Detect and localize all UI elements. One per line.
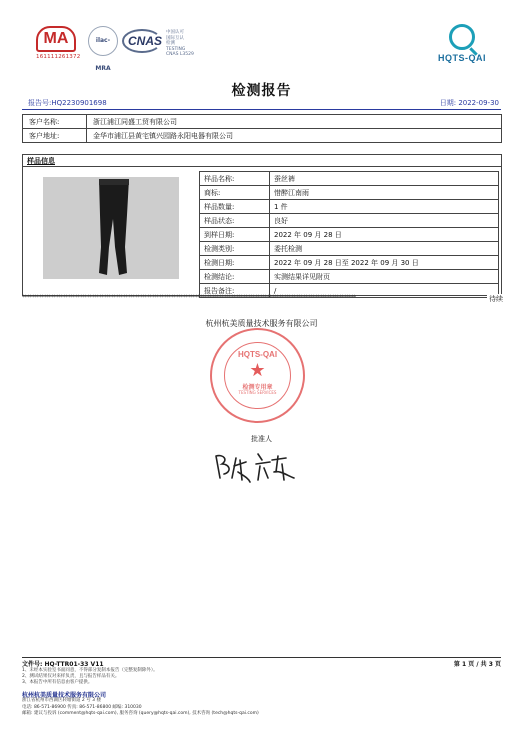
report-date: 日期: 2022-09-30 — [439, 99, 499, 107]
sample-value: 惜醉江南雨 — [270, 186, 499, 200]
sample-label: 样品名称: — [200, 172, 270, 186]
sample-value: 蚕丝裤 — [270, 172, 499, 186]
cnas-side-line: 检测 — [166, 41, 175, 46]
sample-value: 1 件 — [270, 200, 499, 214]
note-line: 1、未经本实验室书面同意，不得部分复制本报告（完整复制除外）。 — [22, 668, 158, 673]
client-name-value: 浙江浦江同盛工贸有限公司 — [87, 115, 502, 129]
sample-photo — [43, 177, 179, 279]
client-table — [22, 114, 502, 143]
sample-label: 商标: — [200, 186, 270, 200]
seal-brand: HQTS-QAI — [237, 350, 278, 359]
approver-label: 批准人 — [251, 435, 272, 443]
cnas-logo — [122, 29, 162, 53]
footer-address — [22, 698, 259, 718]
table-row — [200, 228, 499, 242]
page-title: 检测报告 — [231, 83, 292, 99]
note-line: 3、本报告中所有信息由客户提供。 — [22, 680, 93, 685]
cnas-side-text — [166, 30, 194, 58]
seal-subtitle: TESTING SERVICES — [238, 390, 277, 395]
hqts-logo — [430, 24, 494, 63]
table-row — [23, 115, 502, 129]
page-number: 第 1 页 / 共 3 页 — [453, 661, 501, 668]
cnas-text: CNAS — [128, 34, 163, 48]
table-row — [200, 186, 499, 200]
sample-label: 到样日期: — [200, 228, 270, 242]
ilac-logo: ilac-MRA — [88, 26, 118, 56]
cma-number: 161111261372 — [36, 54, 81, 60]
client-address-value: 金华市浦江县黄宅镇兴园路永阳电器有限公司 — [87, 129, 502, 143]
magnifier-icon — [449, 24, 475, 50]
table-row — [200, 172, 499, 186]
sample-label: 样品数量: — [200, 200, 270, 214]
footer-org: 杭州杭美质量技术服务有限公司 — [22, 692, 107, 699]
note-line: 2、测试结果仅对来样负责，且与报告样品有关。 — [22, 674, 120, 679]
sample-value: / — [270, 284, 499, 298]
address-line: 邮箱: 建议与投诉 (comment@hqts-qai.com), 服务咨询 (query@hqts-qai.com), 技术咨询 (tech@hqts-qai.com) — [22, 711, 259, 716]
sample-heading: 样品信息 — [23, 155, 501, 167]
table-row — [200, 256, 499, 270]
sample-value: 实测结果详见附页 — [270, 270, 499, 284]
sample-value: 2022 年 09 月 28 日至 2022 年 09 月 30 日 — [270, 256, 499, 270]
sample-label: 检测结论: — [200, 270, 270, 284]
sample-section — [22, 154, 502, 296]
seal-title: 检测专用章 — [242, 384, 273, 391]
address-line: 浙江省杭州市西湖区转塘街道 2 号 3 楼 — [22, 698, 101, 703]
address-line: 电话: 86-571-86900 传真: 86-571-86800 邮编: 310030 — [22, 704, 142, 710]
footer-divider — [22, 657, 501, 658]
company-seal — [210, 328, 305, 423]
client-address-label: 客户地址: — [23, 129, 87, 143]
cma-mark: MA — [36, 26, 76, 52]
table-row — [200, 242, 499, 256]
hqts-brand: HQTS-QAI — [438, 53, 486, 63]
sample-label: 检测类别: — [200, 242, 270, 256]
sample-label: 检测日期: — [200, 256, 270, 270]
sample-table — [199, 171, 499, 298]
report-number: 报告号:HQ2230901698 — [28, 99, 107, 107]
table-row — [200, 214, 499, 228]
sample-value: 良好 — [270, 214, 499, 228]
trousers-image — [43, 177, 179, 279]
sample-value: 2022 年 09 月 28 日 — [270, 228, 499, 242]
report-meta — [22, 98, 501, 110]
file-number: 文件号: HQ-TTR01-33 V11 — [22, 661, 104, 668]
cma-logo — [36, 26, 82, 60]
client-name-label: 客户名称: — [23, 115, 87, 129]
table-row — [200, 200, 499, 214]
cnas-side-line: TESTING — [166, 46, 186, 52]
footer-notes — [22, 668, 158, 686]
continue-label: 待续 — [489, 295, 503, 303]
header-logos — [36, 24, 496, 74]
company-name: 杭州杭美质量技术服务有限公司 — [205, 319, 318, 328]
cnas-side-line: 中国认可 — [166, 30, 184, 35]
cnas-side-line: CNAS L3529 — [166, 52, 194, 57]
table-row — [23, 129, 502, 143]
table-row — [200, 270, 499, 284]
star-icon: ★ — [249, 360, 266, 381]
sample-value: 委托检测 — [270, 242, 499, 256]
dotted-separator: ******************************************************************************************************************************************* — [22, 294, 356, 301]
sample-label: 报告备注: — [200, 284, 270, 298]
sample-label: 样品状态: — [200, 214, 270, 228]
cnas-side-line: 国际互认 — [166, 35, 184, 41]
signature — [210, 448, 305, 484]
